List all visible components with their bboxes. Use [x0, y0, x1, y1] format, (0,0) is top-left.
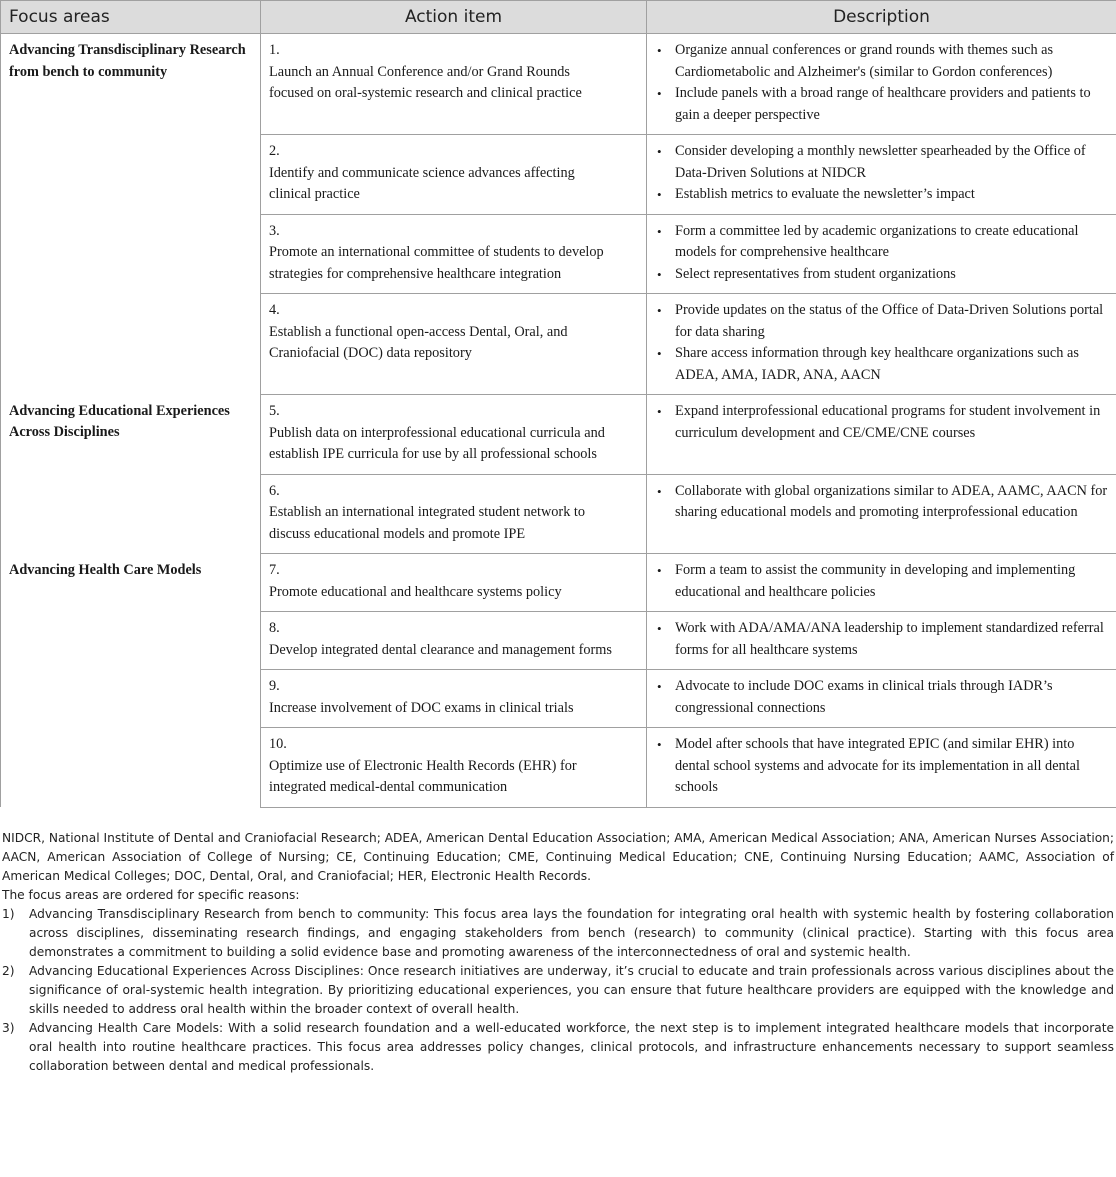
header-focus-areas: Focus areas	[1, 1, 261, 34]
description-bullet: • Establish metrics to evaluate the newsletter’s impact	[655, 184, 1108, 206]
description-list	[655, 560, 1108, 603]
ordering-intro: The focus areas are ordered for specific reasons:	[2, 887, 300, 902]
description-bullet: • Advocate to include DOC exams in clinical trials through IADR’s congressional connections	[655, 676, 1108, 719]
action-number: 9.	[269, 678, 280, 694]
description-cell	[647, 34, 1116, 135]
reason-text: : This focus area lays the foundation for integrating oral health with systemic health by fostering collaboration across disciplines, disseminating research findings, and engaging stakeholders from bench (research) to community (clinical practice). Starting with this focus area demonstrates a commitment to building a solid evidence base and promoting awareness of the interconnectedness of oral and systemic health.	[29, 906, 1114, 959]
reason-title: Advancing Educational Experiences Across Disciplines	[29, 963, 360, 978]
description-bullet: • Share access information through key healthcare organizations such as ADEA, AMA, IADR, ANA, AACN	[655, 343, 1108, 386]
description-cell	[647, 214, 1116, 294]
action-text: Develop integrated dental clearance and management forms	[269, 641, 612, 658]
action-number: 8.	[269, 620, 280, 636]
action-number: 6.	[269, 482, 280, 499]
reason-number: 1)	[2, 906, 15, 921]
description-cell	[647, 670, 1116, 728]
description-cell	[647, 135, 1116, 215]
description-cell	[647, 728, 1116, 808]
description-bullet: • Consider developing a monthly newsletter spearheaded by the Office of Data-Driven Solutions at NIDCR	[655, 141, 1108, 184]
description-cell	[647, 554, 1116, 612]
action-text: Promote an international committee of students to develop strategies for comprehensive healthcare integration	[269, 244, 604, 282]
description-bullet: • Expand interprofessional educational programs for student involvement in curriculum development and CE/CME/CNE courses	[655, 401, 1108, 444]
action-text: Optimize use of Electronic Health Records (EHR) for integrated medical-dental communication	[269, 757, 577, 795]
description-bullet: • Form a committee led by academic organizations to create educational models for comprehensive healthcare	[655, 221, 1108, 264]
description-list	[655, 300, 1108, 386]
description-list	[655, 734, 1108, 799]
description-list	[655, 40, 1108, 126]
ordering-reasons-list	[2, 905, 1114, 1076]
reason-body	[29, 1019, 1114, 1076]
table-body	[1, 34, 1116, 808]
table-row	[1, 554, 1116, 612]
description-cell	[647, 395, 1116, 475]
reason-number: 2)	[2, 963, 15, 978]
focus-area-cell: Advancing Transdisciplinary Research from bench to community	[1, 34, 261, 395]
reason-text: : Once research initiatives are underway, it’s crucial to educate and train professionals across various disciplines about the significance of oral-systemic health integration. By prioritizing educational experiences, you can ensure that future healthcare providers are equipped with the knowledge and skills needed to address oral health within the broader context of overall health.	[29, 963, 1114, 1016]
header-description: Description	[647, 1, 1116, 34]
focus-area-cell: Advancing Educational Experiences Across Disciplines	[1, 395, 261, 554]
description-cell	[647, 612, 1116, 670]
action-number: 5.	[269, 403, 280, 419]
focus-area-cell: Advancing Health Care Models	[1, 554, 261, 808]
action-item-cell	[261, 214, 647, 294]
action-number: 3.	[269, 222, 280, 239]
action-item-cell	[261, 34, 647, 135]
description-bullet: • Include panels with a broad range of healthcare providers and patients to gain a deeper perspective	[655, 83, 1108, 126]
ordering-reason	[2, 962, 1114, 1019]
reason-number: 3)	[2, 1020, 15, 1035]
description-list	[655, 676, 1108, 719]
description-list	[655, 141, 1108, 206]
table-footnotes	[0, 808, 1116, 1076]
description-bullet: • Work with ADA/AMA/ANA leadership to implement standardized referral forms for all healthcare systems	[655, 618, 1108, 661]
action-text: Establish a functional open-access Dental, Oral, and Craniofacial (DOC) data repository	[269, 323, 568, 361]
description-bullet: • Organize annual conferences or grand rounds with themes such as Cardiometabolic and Alzheimer's (similar to Gordon conferences)	[655, 40, 1108, 83]
ordering-reason	[2, 1019, 1114, 1076]
action-item-cell	[261, 728, 647, 808]
description-bullet: • Collaborate with global organizations similar to ADEA, AAMC, AACN for sharing educational models and promoting interprofessional education	[655, 481, 1108, 524]
action-number: 4.	[269, 302, 280, 318]
action-item-cell	[261, 294, 647, 395]
reason-title: Advancing Transdisciplinary Research from bench to community	[29, 906, 426, 921]
ordering-reason	[2, 905, 1114, 962]
action-text: Promote educational and healthcare systems policy	[269, 583, 562, 600]
reason-body	[29, 905, 1114, 962]
action-item-cell	[261, 395, 647, 475]
action-text: Publish data on interprofessional educational curricula and establish IPE curricula for use by all professional schools	[269, 424, 605, 462]
action-text: Identify and communicate science advances affecting clinical practice	[269, 164, 575, 202]
action-item-cell	[261, 670, 647, 728]
description-list	[655, 221, 1108, 286]
action-item-cell	[261, 554, 647, 612]
description-cell	[647, 294, 1116, 395]
action-number: 7.	[269, 562, 280, 578]
action-text: Establish an international integrated student network to discuss educational models and promote IPE	[269, 504, 586, 542]
action-number: 2.	[269, 143, 280, 159]
description-list	[655, 618, 1108, 661]
table-row	[1, 395, 1116, 475]
reason-title: Advancing Health Care Models	[29, 1020, 219, 1035]
description-cell	[647, 474, 1116, 554]
header-action-item: Action item	[261, 1, 647, 34]
action-item-cell	[261, 612, 647, 670]
reason-text: : With a solid research foundation and a well-educated workforce, the next step is to implement integrated healthcare models that incorporate oral health into routine healthcare practices. This focus area addresses policy changes, clinical protocols, and infrastructure enhancements necessary to support seamless collaboration between dental and medical professionals.	[29, 1020, 1114, 1073]
abbreviations-note: NIDCR, National Institute of Dental and Craniofacial Research; ADEA, American Dental Education Association; AMA, American Medical Association; ANA, American Nurses Association; AACN, American Association of College of Nursing; CE, Continuing Education; CME, Continuing Medical Education; CNE, Continuing Nursing Education; AAMC, Association of American Medical Colleges; DOC, Dental, Oral, and Craniofacial; HER, Electronic Health Records.	[2, 830, 1114, 883]
reason-body	[29, 962, 1114, 1019]
action-item-cell	[261, 135, 647, 215]
description-list	[655, 481, 1108, 524]
table-row	[1, 34, 1116, 135]
action-number: 10.	[269, 736, 287, 752]
action-text: Increase involvement of DOC exams in clinical trials	[269, 699, 574, 716]
description-bullet: • Form a team to assist the community in developing and implementing educational and healthcare policies	[655, 560, 1108, 603]
action-item-cell	[261, 474, 647, 554]
action-text: Launch an Annual Conference and/or Grand Rounds focused on oral-systemic research and clinical practice	[269, 63, 582, 101]
action-number: 1.	[269, 42, 280, 58]
description-list	[655, 401, 1108, 444]
description-bullet: • Select representatives from student organizations	[655, 264, 1108, 286]
description-bullet: • Model after schools that have integrated EPIC (and similar EHR) into dental school systems and advocate for its implementation in all dental schools	[655, 734, 1108, 799]
table-header-row	[1, 1, 1116, 34]
description-bullet: • Provide updates on the status of the Office of Data-Driven Solutions portal for data sharing	[655, 300, 1108, 343]
